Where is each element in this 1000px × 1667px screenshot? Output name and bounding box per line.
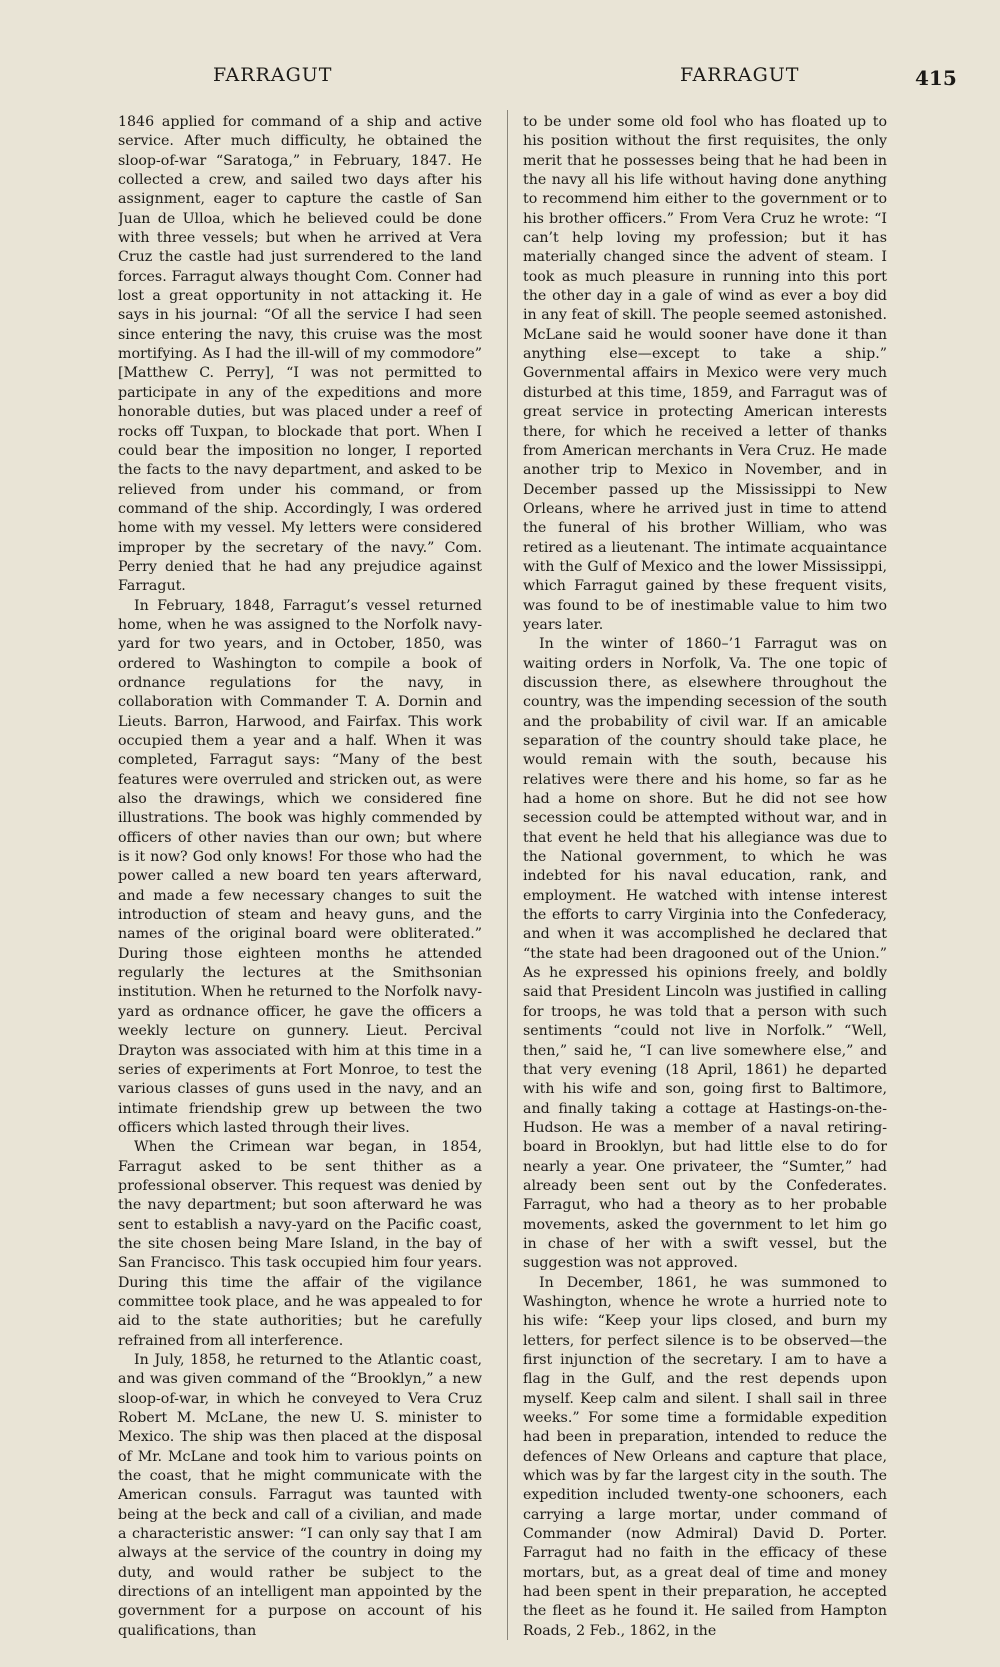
paragraph: In the winter of 1860–’1 Farragut was on waiting orders in Norfolk, Va. The one topic of discussion there, as elsewhere throughout the country, was the impending secession of the south and the probability of civil war. If an amicable separation of the country should take place, he would remain with the south, because his relatives were there and his home, so far as he had a home on shore. But he did not see how secession could be attempted without war, and in that event he held that his allegiance was due to the National government, to which he was indebted for his naval education, rank, and employment. He watched with intense interest the efforts to carry Virginia into the Confederacy, and when it was accomplished he declared that “the state had been dragooned out of the Union.” As he expressed his opinions freely, and boldly said that President Lincoln was justified in calling for troops, he was told that a person with such sentiments “could not live in Norfolk.” “Well, then,” said he, “I can live somewhere else,” and that very evening (18 April, 1861) he departed with his wife and son, going first to Baltimore, and finally taking a cottage at Hastings-on-the-Hudson. He was a member of a naval retiring-board in Brooklyn, but had little else to do for nearly a year. One privateer, the “Sumter,” had already been sent out by the Confederates. Farragut, who had a theory as to her probable movements, asked the government to let him go in chase of her with a swift vessel, but the suggestion was not approved. bbox=[523, 636, 887, 1272]
running-head-right: FARRAGUT bbox=[680, 64, 800, 86]
paragraph: In December, 1861, he was summoned to Washington, whence he wrote a hurried note to his wife: “Keep your lips closed, and burn my letters, for perfect silence is to be observed—the first injunction of the secretary. I am to have a flag in the Gulf, and the rest depends upon myself. Keep calm and silent. I shall sail in three weeks.” For some time a formidable expedition had been in preparation, intended to reduce the defences of New Orleans and capture that place, which was by far the largest city in the south. The expedition included twenty-one schooners, each carrying a large mortar, under command of Commander (now Admiral) David D. Porter. Farragut had no faith in the efficacy of these mortars, but, as a great deal of time and money had been spent in their preparation, he accepted the fleet as he found it. He sailed from Hampton Roads, 2 Feb., 1862, in the bbox=[523, 1274, 887, 1639]
running-head-left: FARRAGUT bbox=[213, 64, 333, 86]
column-divider bbox=[507, 110, 508, 1640]
right-column bbox=[523, 113, 887, 1653]
paragraph: In July, 1858, he returned to the Atlantic coast, and was given command of the “Brooklyn,” a new sloop-of-war, in which he conveyed to Vera Cruz Robert M. McLane, the new U. S. minister to Mexico. The ship was then placed at the disposal of Mr. McLane and took him to various points on the coast, that he might communicate with the American consuls. Farragut was taunted with being at the beck and call of a civilian, and made a characteristic answer: “I can only say that I am always at the service of the country in doing my duty, and would rather be subject to the directions of an intelligent man appointed by the government for a purpose on account of his qualifications, than bbox=[118, 1352, 482, 1639]
paragraph: When the Crimean war began, in 1854, Farragut asked to be sent thither as a professional observer. This request was denied by the navy department; but soon afterward he was sent to establish a navy-yard on the Pacific coast, the site chosen being Mare Island, in the bay of San Francisco. This task occupied him four years. During this time the affair of the vigilance committee took place, and he was appealed to for aid to the state authorities; but he carefully refrained from all interference. bbox=[118, 1139, 482, 1349]
paragraph: In February, 1848, Farragut’s vessel returned home, when he was assigned to the Norfolk navy-yard for two years, and in October, 1850, was ordered to Washington to compile a book of ordnance regulations for the navy, in collaboration with Commander T. A. Dornin and Lieuts. Barron, Harwood, and Fairfax. This work occupied them a year and a half. When it was completed, Farragut says: “Many of the best features were overruled and stricken out, as were also the drawings, which we considered fine illustrations. The book was highly commended by officers of other navies than our own; but where is it now? God only knows! For those who had the power called a new board ten years afterward, and made a few necessary changes to suit the introduction of steam and heavy guns, and the names of the original board were obliterated.” During those eighteen months he attended regularly the lectures at the Smithsonian institution. When he returned to the Norfolk navy-yard as ordnance officer, he gave the officers a weekly lecture on gunnery. Lieut. Percival Drayton was associated with him at this time in a series of experiments at Fort Monroe, to test the various classes of guns used in the navy, and an intimate friendship grew up between the two officers which lasted through their lives. bbox=[118, 597, 482, 1136]
left-column bbox=[118, 113, 482, 1653]
paragraph: to be under some old fool who has floated up to his position without the first requisites, the only merit that he possesses being that he had been in the navy all his life without having done anything to recommend him either to the government or to his brother officers.” From Vera Cruz he wrote: “I can’t help loving my profession; but it has materially changed since the advent of steam. I took as much pleasure in running into this port the other day in a gale of wind as ever a boy did in any feat of skill. The people seemed astonished. McLane said he would sooner have done it than anything else—except to take a ship.” Governmental affairs in Mexico were very much disturbed at this time, 1859, and Farragut was of great service in protecting American interests there, for which he received a letter of thanks from American merchants in Vera Cruz. He made another trip to Mexico in November, and in December passed up the Mississippi to New Orleans, where he arrived just in time to attend the funeral of his brother William, who was retired as a lieutenant. The intimate acquaintance with the Gulf of Mexico and the lower Mississippi, which Farragut gained by these frequent visits, was found to be of inestimable value to him two years later. bbox=[523, 114, 887, 633]
paragraph: 1846 applied for command of a ship and active service. After much difficulty, he obtained the sloop-of-war “Saratoga,” in February, 1847. He collected a crew, and sailed two days after his assignment, eager to capture the castle of San Juan de Ulloa, which he believed could be done with three vessels; but when he arrived at Vera Cruz the castle had just surrendered to the land forces. Farragut always thought Com. Conner had lost a great opportunity in not attacking it. He says in his journal: “Of all the service I had seen since entering the navy, this cruise was the most mortifying. As I had the ill-will of my commodore” [Matthew C. Perry], “I was not permitted to participate in any of the expeditions and more honorable duties, but was placed under a reef of rocks off Tuxpan, to blockade that port. When I could bear the imposition no longer, I reported the facts to the navy department, and asked to be relieved from under his command, or from command of the ship. Accordingly, I was ordered home with my vessel. My letters were considered improper by the secretary of the navy.” Com. Perry denied that he had any prejudice against Farragut. bbox=[118, 114, 482, 595]
page-number: 415 bbox=[915, 66, 957, 90]
